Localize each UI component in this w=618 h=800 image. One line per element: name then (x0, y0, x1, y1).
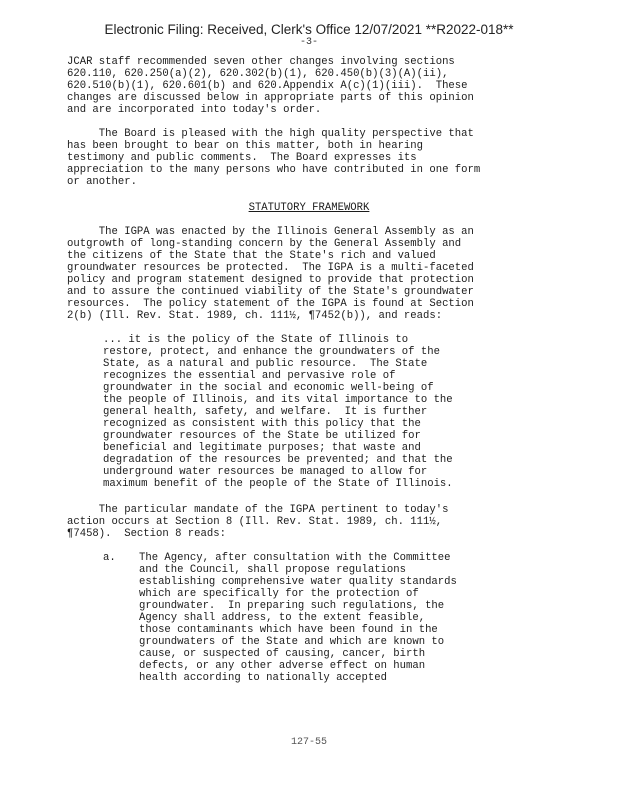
quote-line: restore, protect, and enhance the groundwaters of the (103, 346, 440, 358)
page-number: -3- (299, 37, 318, 48)
text-line: The particular mandate of the IGPA pertinent to today's (67, 504, 449, 516)
quote-line: which are specifically for the protection of (139, 588, 419, 600)
quote-line: underground water resources be managed to allow for (103, 466, 428, 478)
text-line: 620.110, 620.250(a)(2), 620.302(b)(1), 620.450(b)(3)(A)(ii), (67, 68, 449, 80)
text-line: changes are discussed below in appropriate parts of this opinion (67, 92, 474, 104)
text-line: resources. The policy statement of the IGPA is found at Section (67, 298, 474, 310)
text-line: the citizens of the State that the State's rich and valued (67, 250, 436, 262)
quote-line: degradation of the resources be prevented; and that the (103, 454, 453, 466)
text-line: action occurs at Section 8 (Ill. Rev. Stat. 1989, ch. 111½, (67, 516, 443, 528)
text-line: The IGPA was enacted by the Illinois General Assembly as an (67, 226, 474, 238)
quote-line: defects, or any other adverse effect on human (139, 660, 426, 672)
page-footer-number: 127-55 (290, 737, 327, 748)
quote-line: recognized as consistent with this policy that the (103, 418, 421, 430)
quote-line: groundwater in the social and economic well-being of (103, 382, 434, 394)
text-line: appreciation to the many persons who have contributed in one form (67, 164, 481, 176)
quote-line: maximum benefit of the people of the State of Illinois. (103, 478, 453, 490)
quote-line: Agency shall address, to the extent feasible, (139, 612, 426, 624)
section-heading-text: STATUTORY FRAMEWORK (248, 202, 370, 214)
section-heading (0, 202, 618, 214)
text-line: testimony and public comments. The Board expresses its (67, 152, 417, 164)
quote-line: The Agency, after consultation with the Committee (139, 552, 451, 564)
quote-line: the people of Illinois, and its vital importance to the (103, 394, 453, 406)
text-line: and to assure the continued viability of the State's groundwater (67, 286, 474, 298)
text-line: groundwater resources be protected. The IGPA is a multi-faceted (67, 262, 474, 274)
quote-line: those contaminants which have been found in the (139, 624, 438, 636)
quote-line: health according to nationally accepted (139, 672, 387, 684)
quote-line: recognizes the essential and pervasive role of (103, 370, 396, 382)
text-line: 2(b) (Ill. Rev. Stat. 1989, ch. 111½, ¶7452(b)), and reads: (67, 310, 443, 322)
text-line: and are incorporated into today's order. (67, 104, 322, 116)
quote-line: groundwater resources of the State be utilized for (103, 430, 421, 442)
quote-line: establishing comprehensive water quality standards (139, 576, 457, 588)
quote-line: cause, or suspected of causing, cancer, birth (139, 648, 426, 660)
quote-line: groundwater. In preparing such regulations, the (139, 600, 445, 612)
text-line: ¶7458). Section 8 reads: (67, 528, 226, 540)
list-marker: a. (103, 552, 116, 564)
quote-line: beneficial and legitimate purposes; that waste and (103, 442, 421, 454)
text-line: JCAR staff recommended seven other changes involving sections (67, 56, 455, 68)
quote-line: ... it is the policy of the State of Illinois to (103, 334, 409, 346)
text-line: policy and program statement designed to provide that protection (67, 274, 474, 286)
text-line: 620.510(b)(1), 620.601(b) and 620.Appendix A(c)(1)(iii). These (67, 80, 468, 92)
text-line: outgrowth of long-standing concern by the General Assembly and (67, 238, 462, 250)
text-line: has been brought to bear on this matter, both in hearing (67, 140, 424, 152)
quote-line: State, as a natural and public resource. The State (103, 358, 428, 370)
text-line: The Board is pleased with the high quality perspective that (67, 128, 474, 140)
quote-line: and the Council, shall propose regulations (139, 564, 407, 576)
quote-line: general health, safety, and welfare. It is further (103, 406, 428, 418)
quote-line: groundwaters of the State and which are known to (139, 636, 445, 648)
filing-stamp: Electronic Filing: Received, Clerk's Office 12/07/2021 **R2022-018** (104, 22, 514, 37)
text-line: or another. (67, 176, 137, 188)
